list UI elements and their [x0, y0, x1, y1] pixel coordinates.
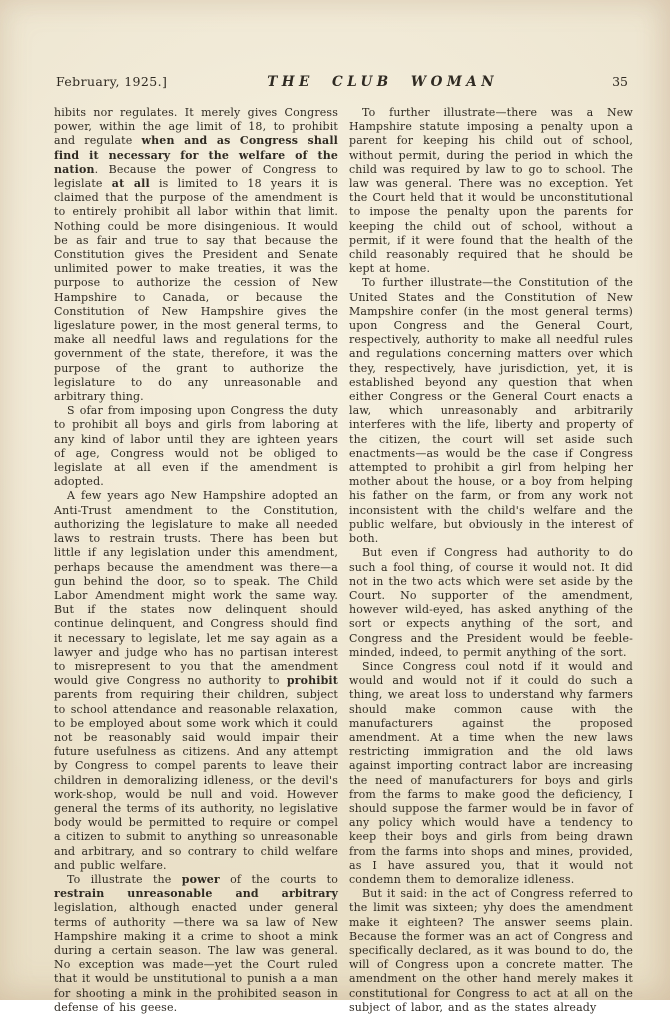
body-text: To further illustrate—there was a New Hampshire statute imposing a penalty upon a parent for keeping his child out of school, without permit, during the period in which the child was required by law to go to school. The law was general. There was no exception. Yet the Court held that it would be unconstitutional to impose the penalty upon the parents for keeping the child out of school, without a permit, if it were found that the health of the child reasonably required that he should be kept at home.	[349, 106, 633, 276]
paragraph	[54, 404, 338, 489]
paragraph	[349, 106, 633, 276]
paragraph	[349, 660, 633, 887]
left-column	[54, 106, 338, 1015]
body-text: of the courts to	[219, 872, 338, 886]
body-text: To illustrate the	[67, 872, 182, 886]
body-text: But it said: in the act of Congress referred to the limit was sixteen; yhy does the amendment make it eighteen? The answer seems plain. Because the former was an act of Congress and specifically declared, as it was bound to do, the will of Congress upon a concrete matter. The amendment on the other hand merely makes it constitutional for Congress to act at all on the subject of labor, and as the states already	[349, 887, 633, 1014]
body-text: Since Congress coul notd if it would and would and would not if it could do such a thing, we areat loss to understand why farmers should make common cause with the manufacturers against the proposed amendment. At a time when the new laws restricting immigration and the old laws against importing contract labor are increasing the need of manufacturers for boys and girls from the farms to make good the deficiency, I should suppose the farmer would be in favor of any policy which would have a tendency to keep their boys and girls from being drawn from the farms into shops and mines, provided, as I have assured you, that it would not condemn them to demoralize idleness.	[349, 659, 633, 886]
body-text: To further illustrate—the Constitution of the United States and the Constitution of New Mampshire confer (in the most general terms) upon Congress and the General Court, respectively, authority to make all needful rules and regulations concerning matters over which they, respectively, have jurisdiction, yet, it is established beyond any question that when either Congress or the General Court enacts a law, which unreasonably and arbitrarily interferes with the life, liberty and property of the citizen, the court will set aside such enactments—as would be the case if Congress attempted to prohibit a girl from helping her mother about the house, or a boy from helping his father on the farm, or from any work not inconsistent with the child's welfare and the public welfare, but obviously in the interest of both.	[349, 276, 633, 546]
paragraph	[349, 887, 633, 1015]
paragraph	[54, 873, 338, 1015]
body-text: A few years ago New Hampshire adopted an Anti-Trust amendment to the Constitution, authorizing the legislature to make all needed laws to restrain trusts. There has been but little if any legislation under this amendment, perhaps because the amendment was there—a gun behind the door, so to speak. The Child Labor Amendment might work the same way. But if the states now delinquent should continue delinquent, and Congress should find it necessary to legislate, let me say again as a lawyer and judge who has no partisan interest to misrepresent to you that the amendment would give Congress no authority to	[54, 489, 338, 688]
paragraph	[349, 546, 633, 660]
paragraph	[349, 276, 633, 546]
body-text: S ofar from imposing upon Congress the duty to prohibit all boys and girls from laboring at any kind of labor until they are ighteen years of age, Congress would not be obliged to legislate at all even if the amendment is adopted.	[54, 404, 338, 489]
body-text: legislation, although enacted under general terms of authority —there wa sa law of New Hampshire making it a crime to shoot a mink during a certain season. The law was general. No exception was made—yet the Court ruled that it would be unstitutional to punish a a man for shooting a mink in the prohibited season in defense of his geese.	[54, 901, 338, 1014]
bold-text: at all	[111, 177, 150, 191]
bold-text: when and as Congress shall find it necessary for the welfare of the nation	[54, 134, 338, 176]
issue-date: February, 1925.]	[56, 74, 168, 89]
body-text: parents from requiring their children, subject to school attendance and reasonable relaxation, to be employed about some work which it could not be reasonably said would impair their future usefulness as citizens. And any attempt by Congress to compel parents to leave their children in demoralizing idleness, or the devil's work-shop, would be null and void. However general the terms of its authority, no legislative body would be permitted to require or compel a citizen to submit to anything so unreasonable and arbitrary, and so contrary to child welfare and public welfare.	[54, 688, 338, 872]
paragraph	[54, 489, 338, 872]
bold-text: prohibit	[286, 674, 338, 688]
body-text: . Because the power of Congress to legislate	[54, 162, 338, 191]
bold-text: power	[181, 872, 220, 886]
body-text: hibits nor regulates. It merely gives Congress power, within the age limit of 18, to prohibit and regulate	[54, 106, 338, 148]
article-body	[54, 106, 634, 1015]
publication-title: THE CLUB WOMAN	[267, 74, 499, 90]
paragraph	[54, 106, 338, 404]
right-column	[349, 106, 633, 1015]
bold-text: restrain unreasonable and arbitrary	[54, 887, 338, 901]
page-number: 35	[612, 74, 628, 89]
page-header	[56, 74, 628, 90]
body-text: But even if Congress had authority to do such a fool thing, of course it would not. It did not in the two acts which were set aside by the Court. No supporter of the amendment, however wild-eyed, has asked anything of the sort or expects anything of the sort, and Congress and the President would be feeble-minded, indeed, to permit anything of the sort.	[349, 546, 633, 659]
body-text: is limited to 18 years it is claimed that the purpose of the amendment is to entirely prohibit all labor within that limit. Nothing could be more disingenious. It would be as fair and true to say that because the Constitution gives the President and Senate unlimited power to make treaties, it was the purpose to authorize the cession of New Hampshire to Canada, or because the Constitution of New Hampshire gives the ligeslature power, in the most general terms, to make all needful laws and regulations for the government of the state, therefore, it was the purpose of the grant to authorize the legislature to do any unreasonable and arbitrary thing.	[54, 177, 338, 404]
